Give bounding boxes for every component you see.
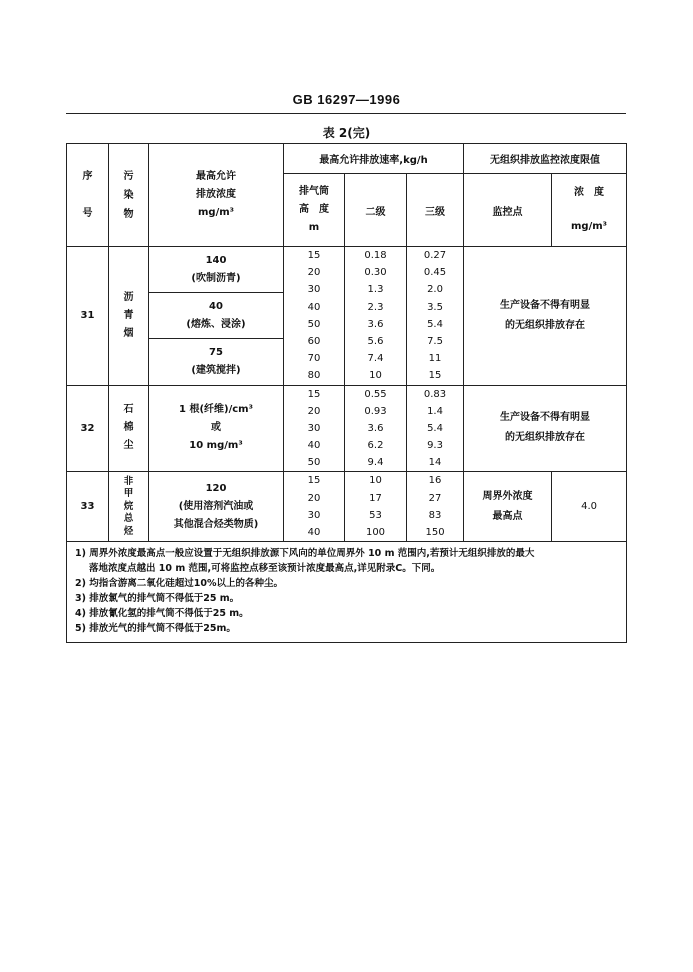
row-number: 32 <box>67 385 109 472</box>
header-seq: 序 号 <box>67 144 109 247</box>
pollutant-name: 非 甲 烷 总 烃 <box>109 472 149 542</box>
pollutant-name: 沥 青 烟 <box>109 247 149 386</box>
note-1: 1) 周界外浓度最高点一般应设置于无组织排放源下风向的单位周界外 10 m 范围内,若预计无组织排放的最大 <box>75 548 535 560</box>
max-conc-cell: 120 (使用溶剂汽油或 其他混合烃类物质) <box>149 472 284 542</box>
fugitive-note: 生产设备不得有明显 的无组织排放存在 <box>464 385 627 472</box>
header-level2: 二级 <box>345 174 407 247</box>
header-concentration: 浓 度 mg/m³ <box>552 174 627 247</box>
level3-rates: 0.27 0.45 2.0 3.5 5.4 7.5 11 15 <box>407 247 464 386</box>
level3-rates: 0.83 1.4 5.4 9.3 14 <box>407 385 464 472</box>
row-number: 33 <box>67 472 109 542</box>
note-2: 2) 均指含游离二氧化硅超过10%以上的各种尘。 <box>75 578 283 590</box>
pollutant-name: 石 棉 尘 <box>109 385 149 472</box>
note-5: 5) 排放光气的排气筒不得低于25m。 <box>75 623 236 635</box>
table-row <box>67 247 627 293</box>
emission-limits-table <box>66 143 627 643</box>
max-conc-cell: 75 (建筑搅拌) <box>149 339 284 385</box>
level2-rates: 10 17 53 100 <box>345 472 407 542</box>
table-row <box>67 385 627 472</box>
max-conc-cell: 1 根(纤维)/cm³ 或 10 mg/m³ <box>149 385 284 472</box>
header-rule <box>66 113 626 114</box>
level2-rates: 0.55 0.93 3.6 6.2 9.4 <box>345 385 407 472</box>
table-row <box>67 472 627 542</box>
max-conc-cell: 40 (熔炼、浸涂) <box>149 293 284 339</box>
header-monitor-point: 监控点 <box>464 174 552 247</box>
stack-heights: 15 20 30 40 50 60 70 80 <box>284 247 345 386</box>
note-3: 3) 排放氯气的排气筒不得低于25 m。 <box>75 593 240 605</box>
level3-rates: 16 27 83 150 <box>407 472 464 542</box>
stack-heights: 15 20 30 40 <box>284 472 345 542</box>
note-4: 4) 排放氰化氢的排气筒不得低于25 m。 <box>75 608 249 620</box>
header-stack-height: 排气筒 高 度 m <box>284 174 345 247</box>
level2-rates: 0.18 0.30 1.3 2.3 3.6 5.6 7.4 10 <box>345 247 407 386</box>
header-max-conc: 最高允许 排放浓度 mg/m³ <box>149 144 284 247</box>
header-pollutant: 污 染 物 <box>109 144 149 247</box>
header-level3: 三级 <box>407 174 464 247</box>
row-number: 31 <box>67 247 109 386</box>
fugitive-concentration: 4.0 <box>552 472 627 542</box>
note-1-cont: 落地浓度点越出 10 m 范围,可将监控点移至该预计浓度最高点,详见附录C。下同。 <box>89 563 441 575</box>
max-conc-cell: 140 (吹制沥青) <box>149 247 284 293</box>
table-caption: 表 2(完) <box>322 126 371 140</box>
header-rate-group: 最高允许排放速率,kg/h <box>284 144 464 174</box>
standard-number: GB 16297—1996 <box>292 92 401 107</box>
header-fugitive-group: 无组织排放监控浓度限值 <box>464 144 627 174</box>
monitor-point: 周界外浓度 最高点 <box>464 472 552 542</box>
stack-heights: 15 20 30 40 50 <box>284 385 345 472</box>
table-notes <box>67 542 627 643</box>
fugitive-note: 生产设备不得有明显 的无组织排放存在 <box>464 247 627 386</box>
